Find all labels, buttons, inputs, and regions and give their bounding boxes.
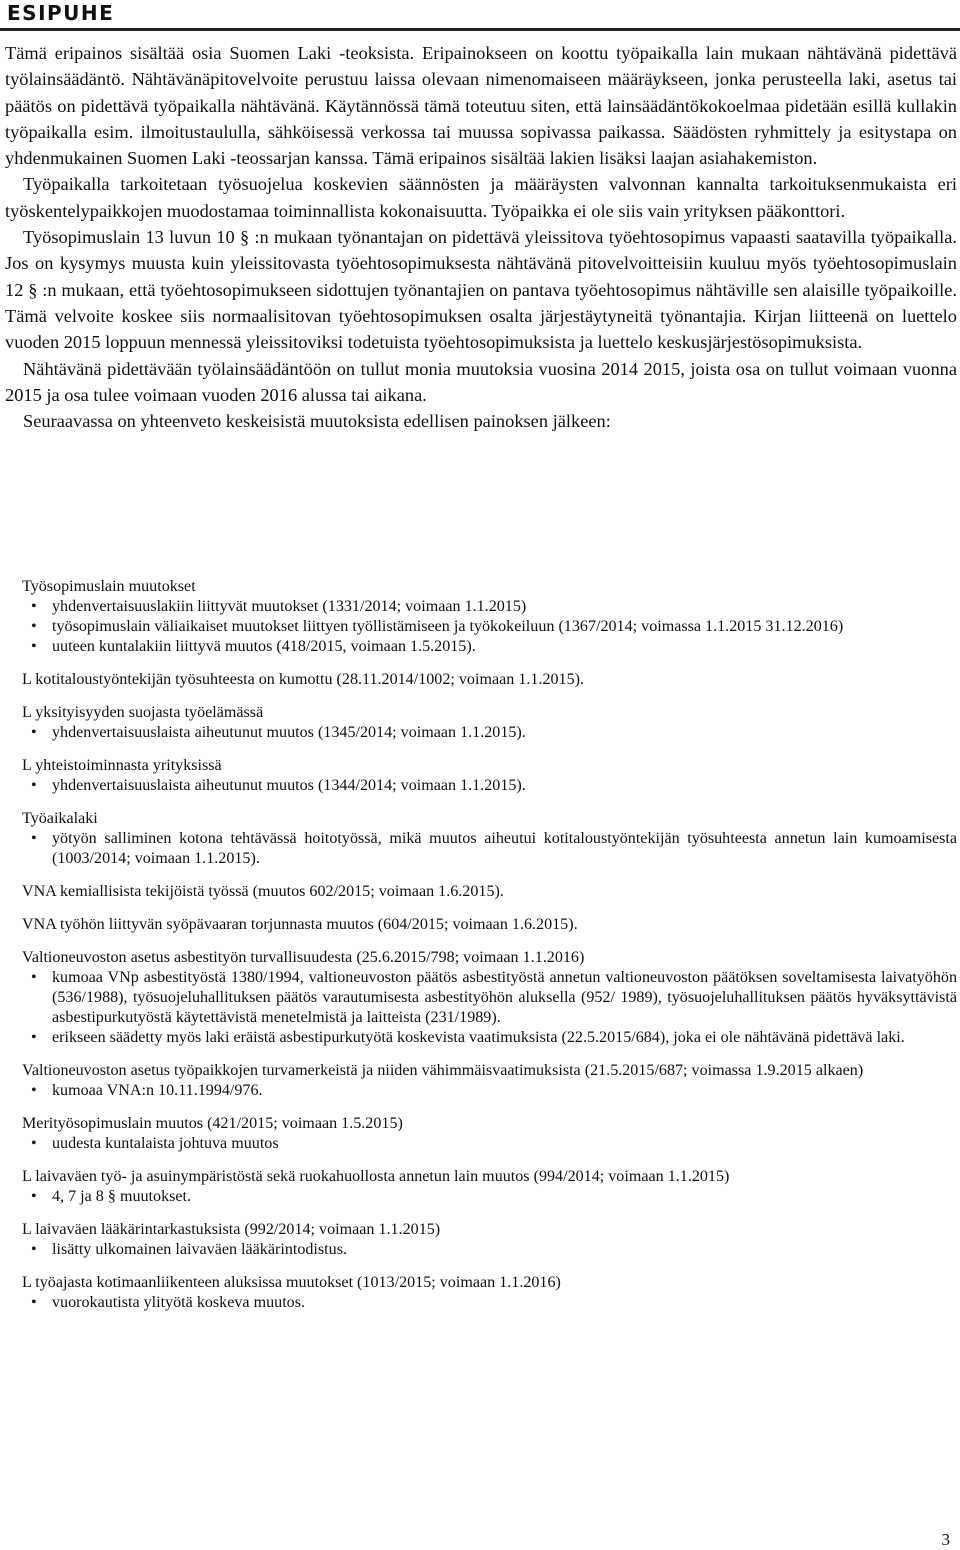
change-section <box>22 882 957 902</box>
change-section-title: L laivaväen työ- ja asuinympäristöstä sekä ruokahuollosta annetun lain muutos (994/2014; voimaan 1.1.2015) <box>22 1168 730 1185</box>
intro-paragraph: Työsopimuslain 13 luvun 10 § :n mukaan työnantajan on pidettävä yleissitova työehtosopimus vapaasti saatavilla työpaikalla. Jos on kysymys muusta kuin yleissitovasta työehtosopimuksesta nähtävänä pitovelvoitteisiin kuuluu myös työehtosopimuslain 12 § :n mukaan, että työehtosopimukseen sidottujen työnantajien on pantava työehtosopimus nähtäville sen alaisille työpaikoille. Tämä velvoite koskee siis normaalisitovan työehtosopimuksen osalta järjestäytyneitä työnantajia. Kirjan liitteenä on luettelo vuoden 2015 loppuun mennessä yleissitoviksi todetuista työehtosopimuksista ja luettelo keskusjärjestösopimuksista. <box>5 227 957 353</box>
change-section-title: Työaikalaki <box>22 810 98 827</box>
change-section-title: Valtioneuvoston asetus työpaikkojen turvamerkeistä ja niiden vähimmäisvaatimuksista (21.5.2015/687; voimassa 1.9.2015 alkaen) <box>22 1062 864 1079</box>
page-header <box>0 0 960 28</box>
change-section <box>22 809 957 869</box>
change-bullet-item: • vuorokautista ylityötä koskeva muutos. <box>52 1293 957 1313</box>
change-bullet-item: • uuteen kuntalakiin liittyvä muutos (418/2015, voimaan 1.5.2015). <box>52 637 957 657</box>
change-bullet-item: • lisätty ulkomainen laivaväen lääkärintodistus. <box>52 1240 957 1260</box>
changes-summary <box>22 577 957 1326</box>
intro-paragraph: Seuraavassa on yhteenveto keskeisistä muutoksista edellisen painoksen jälkeen: <box>23 411 611 432</box>
change-section <box>22 1061 957 1101</box>
intro-paragraph: Työpaikalla tarkoitetaan työsuojelua koskevien säännösten ja määräysten valvonnan kannalta tarkoituksenmukaista eri työskentelypaikkojen muodostamaa toiminnallista kokonaisuutta. Työpaikka ei ole siis vain yrityksen pääkonttori. <box>5 174 957 221</box>
intro-text <box>5 40 957 434</box>
change-section-title: L työajasta kotimaanliikenteen aluksissa muutokset (1013/2015; voimaan 1.1.2016) <box>22 1274 561 1291</box>
change-bullet-list <box>22 1081 957 1101</box>
change-bullet-item: • kumoaa VNp asbestityöstä 1380/1994, valtioneuvoston päätös asbestityöstä annetun valtioneuvoston päätöksen soveltamisesta laivatyöhön (536/1988), työsuojeluhallituksen päätös varautumisesta asbestityöhön aluksella (952/ 1989), työsuojeluhallituksen päätös hyväksyttävistä asbestipurkutyöstä käytettävistä menetelmistä ja laitteista (231/1989). <box>52 968 957 1028</box>
change-section <box>22 1167 957 1207</box>
change-bullet-item: • erikseen säädetty myös laki eräistä asbestipurkutyötä koskevista vaatimuksista (22.5.2015/684), joka ei ole nähtävänä pidettävä laki. <box>52 1028 957 1048</box>
change-bullet-item: • yötyön salliminen kotona tehtävässä hoitotyössä, mikä muutos aiheutui kotitaloustyöntekijän työsuhteesta annetun lain kumoamisesta (1003/2014; voimaan 1.1.2015). <box>52 829 957 869</box>
change-section <box>22 756 957 796</box>
page-title: ESIPUHE <box>7 1 115 25</box>
intro-paragraph: Nähtävänä pidettävään työlainsäädäntöön on tullut monia muutoksia vuosina 2014 2015, joista osa on tullut voimaan vuonna 2015 ja osa tulee voimaan vuoden 2016 alussa tai aikana. <box>5 358 957 405</box>
change-section-title: Työsopimuslain muutokset <box>22 578 196 595</box>
page-number: 3 <box>941 1530 950 1549</box>
change-section <box>22 915 957 935</box>
change-bullet-list <box>22 776 957 796</box>
change-section <box>22 1114 957 1154</box>
change-bullet-item: • työsopimuslain väliaikaiset muutokset liittyen työllistämiseen ja työkokeiluun (1367/2014; voimassa 1.1.2015 31.12.2016) <box>52 617 957 637</box>
change-bullet-item: • kumoaa VNA:n 10.11.1994/976. <box>52 1081 957 1101</box>
change-bullet-item: • uudesta kuntalaista johtuva muutos <box>52 1134 957 1154</box>
change-section-title: Valtioneuvoston asetus asbestityön turvallisuudesta (25.6.2015/798; voimaan 1.1.2016) <box>22 949 585 966</box>
change-section-title: VNA kemiallisista tekijöistä työssä (muutos 602/2015; voimaan 1.6.2015). <box>22 883 504 900</box>
change-section <box>22 1220 957 1260</box>
change-bullet-list <box>22 1293 957 1313</box>
change-section-title: VNA työhön liittyvän syöpävaaran torjunnasta muutos (604/2015; voimaan 1.6.2015). <box>22 916 578 933</box>
change-section <box>22 948 957 1048</box>
change-bullet-item: • yhdenvertaisuuslaista aiheutunut muutos (1345/2014; voimaan 1.1.2015). <box>52 723 957 743</box>
change-bullet-list <box>22 1134 957 1154</box>
change-section <box>22 1273 957 1313</box>
change-bullet-list <box>22 597 957 657</box>
header-divider <box>0 28 960 31</box>
change-bullet-item: • yhdenvertaisuuslakiin liittyvät muutokset (1331/2014; voimaan 1.1.2015) <box>52 597 957 617</box>
change-section-title: L laivaväen lääkärintarkastuksista (992/2014; voimaan 1.1.2015) <box>22 1221 441 1238</box>
change-section-title: L kotitaloustyöntekijän työsuhteesta on kumottu (28.11.2014/1002; voimaan 1.1.2015). <box>22 671 585 688</box>
change-bullet-list <box>22 968 957 1048</box>
change-section-title: L yhteistoiminnasta yrityksissä <box>22 757 222 774</box>
change-bullet-list <box>22 723 957 743</box>
intro-paragraph: Tämä eripainos sisältää osia Suomen Laki -teoksista. Eripainokseen on koottu työpaikalla lain mukaan nähtävänä pidettävä työlainsäädäntö. Nähtävänäpitovelvoite perustuu laissa olevaan nimenomaiseen määräykseen, jonka perusteella laki, asetus tai päätös on pidettävä työpaikalla nähtävänä. Käytännössä tämä toteutuu siten, että lainsäädäntökokoelmaa pidetään esillä kullakin työpaikalla esim. ilmoitustaululla, sähköisessä verkossa tai muussa sopivassa paikassa. Säädösten ryhmittely ja esitystapa on yhdenmukainen Suomen Laki -teossarjan kanssa. Tämä eripainos sisältää lakien lisäksi laajan asiahakemiston. <box>5 43 957 169</box>
change-bullet-item: • yhdenvertaisuuslaista aiheutunut muutos (1344/2014; voimaan 1.1.2015). <box>52 776 957 796</box>
change-section-title: Merityösopimuslain muutos (421/2015; voimaan 1.5.2015) <box>22 1115 403 1132</box>
change-section <box>22 703 957 743</box>
change-bullet-list <box>22 1187 957 1207</box>
change-section <box>22 577 957 657</box>
change-bullet-list <box>22 829 957 869</box>
change-bullet-list <box>22 1240 957 1260</box>
change-section-title: L yksityisyyden suojasta työelämässä <box>22 704 264 721</box>
change-bullet-item: • 4, 7 ja 8 § muutokset. <box>52 1187 957 1207</box>
change-section <box>22 670 957 690</box>
